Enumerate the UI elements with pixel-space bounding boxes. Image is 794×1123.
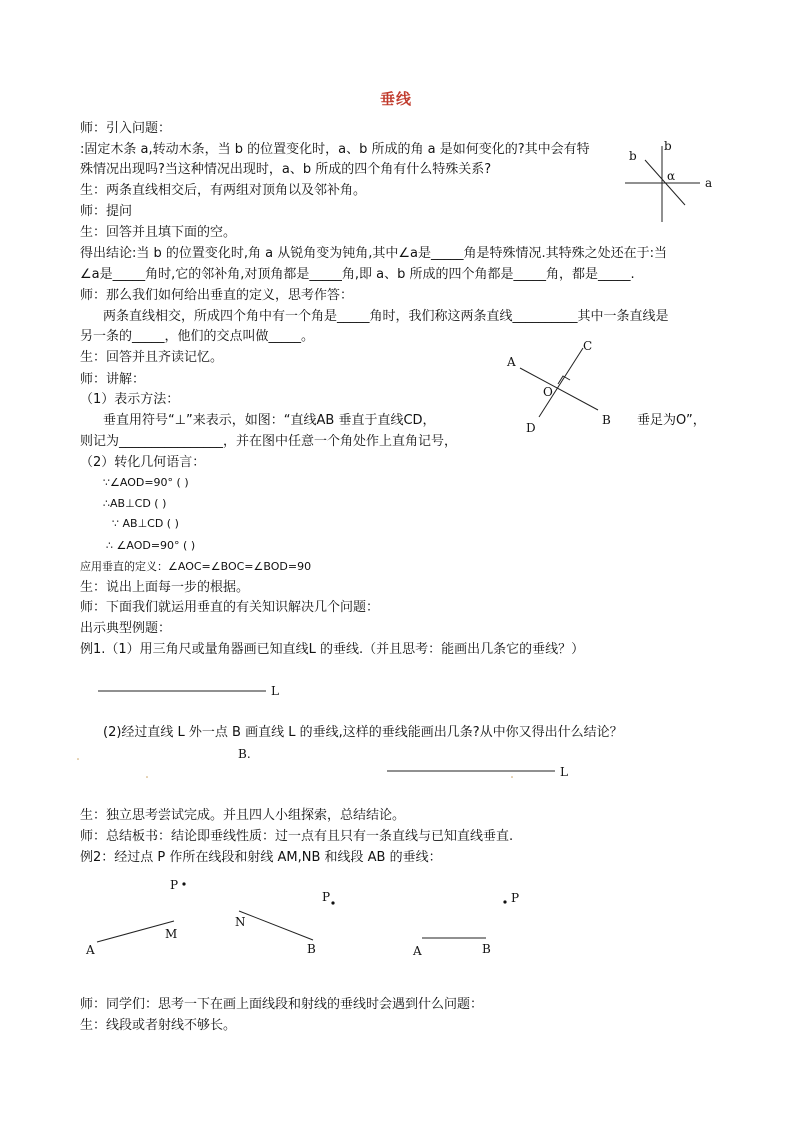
text-line: ∴ ∠AOD=90° ( ) — [106, 539, 196, 552]
label-L-2: L — [560, 765, 568, 779]
label-P-2: P — [322, 890, 331, 904]
text-line: 生：回答并且齐读记忆。 — [80, 350, 224, 365]
label-L-1: L — [271, 684, 279, 698]
page-title: 垂线 — [380, 90, 413, 108]
text-line: ∠a是_____角时,它的邻补角,对顶角都是_____角,即 a、b 所成的四个角都是_____角，都是_____. — [80, 267, 635, 282]
text-line: 生：线段或者射线不够长。 — [80, 1018, 237, 1033]
text-line: ∵∠AOD=90° ( ) — [103, 476, 189, 489]
label-B-2: B — [482, 942, 491, 956]
ray-NB — [239, 911, 313, 940]
text-line: 师：下面我们就运用垂直的有关知识解决几个问题： — [80, 600, 380, 615]
label-D: D — [526, 421, 536, 435]
text-line: 师：讲解： — [80, 372, 146, 387]
text-line: 例2：经过点 P 作所在线段和射线 AM,NB 和线段 AB 的垂线： — [80, 850, 442, 865]
label-B-1: B — [307, 942, 316, 956]
label-alpha: α — [667, 169, 676, 183]
text-line: 两条直线相交，所成四个角中有一个角是_____角时，我们称这两条直线__________其中一条直线是 — [103, 309, 669, 324]
label-b-top: b — [664, 139, 672, 153]
text-line: 得出结论:当 b 的位置变化时,角 a 从锐角变为钝角,其中∠a是_____角是特殊情况.其特殊之处还在于:当 — [80, 246, 668, 261]
point-P-2 — [331, 901, 334, 904]
label-O: O — [543, 385, 553, 399]
text-line: 生：说出上面每一步的根据。 — [80, 580, 250, 595]
text-line: 应用垂直的定义：∠AOC=∠BOC=∠BOD=90 — [80, 560, 312, 573]
label-A: A — [507, 355, 516, 369]
text-line: 垂足为O”， — [637, 413, 706, 428]
ray-AM — [97, 921, 174, 942]
text-line: 师：总结板书：结论即垂线性质：过一点有且只有一条直线与已知直线垂直. — [80, 829, 514, 844]
label-P-1: P — [170, 878, 179, 892]
point-P-3 — [503, 900, 506, 903]
text-line: (2)经过直线 L 外一点 B 画直线 L 的垂线,这样的垂线能画出几条?从中你又得出什么结论？ — [103, 725, 623, 740]
label-a: a — [705, 176, 713, 190]
label-A-2: A — [413, 944, 422, 958]
text-line: （2）转化几何语言： — [80, 455, 206, 470]
text-line: 出示典型例题： — [80, 621, 172, 636]
text-line: ∵ AB⊥CD ( ) — [112, 517, 179, 530]
text-line: :固定木条 a,转动木条，当 b 的位置变化时，a、b 所成的角 a 是如何变化的?其中会有特 — [80, 142, 590, 157]
label-C: C — [583, 339, 593, 353]
text-line: 殊情况出现吗?当这种情况出现时，a、b 所成的四个角有什么特殊关系? — [80, 162, 492, 177]
text-line: 另一条的_____，他们的交点叫做_____。 — [80, 329, 315, 344]
label-B: B — [602, 413, 611, 427]
text-line: 生：两条直线相交后，有两组对顶角以及邻补角。 — [80, 183, 367, 198]
label-b-left: b — [629, 149, 637, 163]
text-line: 师：提问 — [80, 204, 133, 219]
text-line: 生：独立思考尝试完成。并且四人小组探索，总结结论。 — [80, 808, 406, 823]
point-P-1 — [182, 882, 185, 885]
label-P-3: P — [511, 891, 520, 905]
text-line: 师：那么我们如何给出垂直的定义，思考作答： — [80, 288, 354, 303]
label-point-B: B. — [238, 747, 251, 761]
text-line: （1）表示方法： — [80, 392, 180, 407]
label-A-1: A — [86, 943, 95, 957]
label-M: M — [165, 927, 178, 941]
text-line: 生：回答并且填下面的空。 — [80, 225, 237, 240]
text-line: 例1.（1）用三角尺或量角器画已知直线L 的垂线.（并且思考：能画出几条它的垂线？） — [80, 642, 585, 657]
text-line: 垂直用符号“⊥”来表示，如图：“直线AB 垂直于直线CD， — [103, 413, 436, 428]
text-line: ∴AB⊥CD ( ) — [103, 497, 167, 510]
label-N: N — [235, 915, 246, 929]
text-line: 则记为________________，并在图中任意一个角处作上直角记号， — [80, 434, 458, 449]
text-line: 师：引入问题： — [80, 121, 172, 136]
text-line: 师：同学们：思考一下在画上面线段和射线的垂线时会遇到什么问题： — [80, 997, 484, 1012]
